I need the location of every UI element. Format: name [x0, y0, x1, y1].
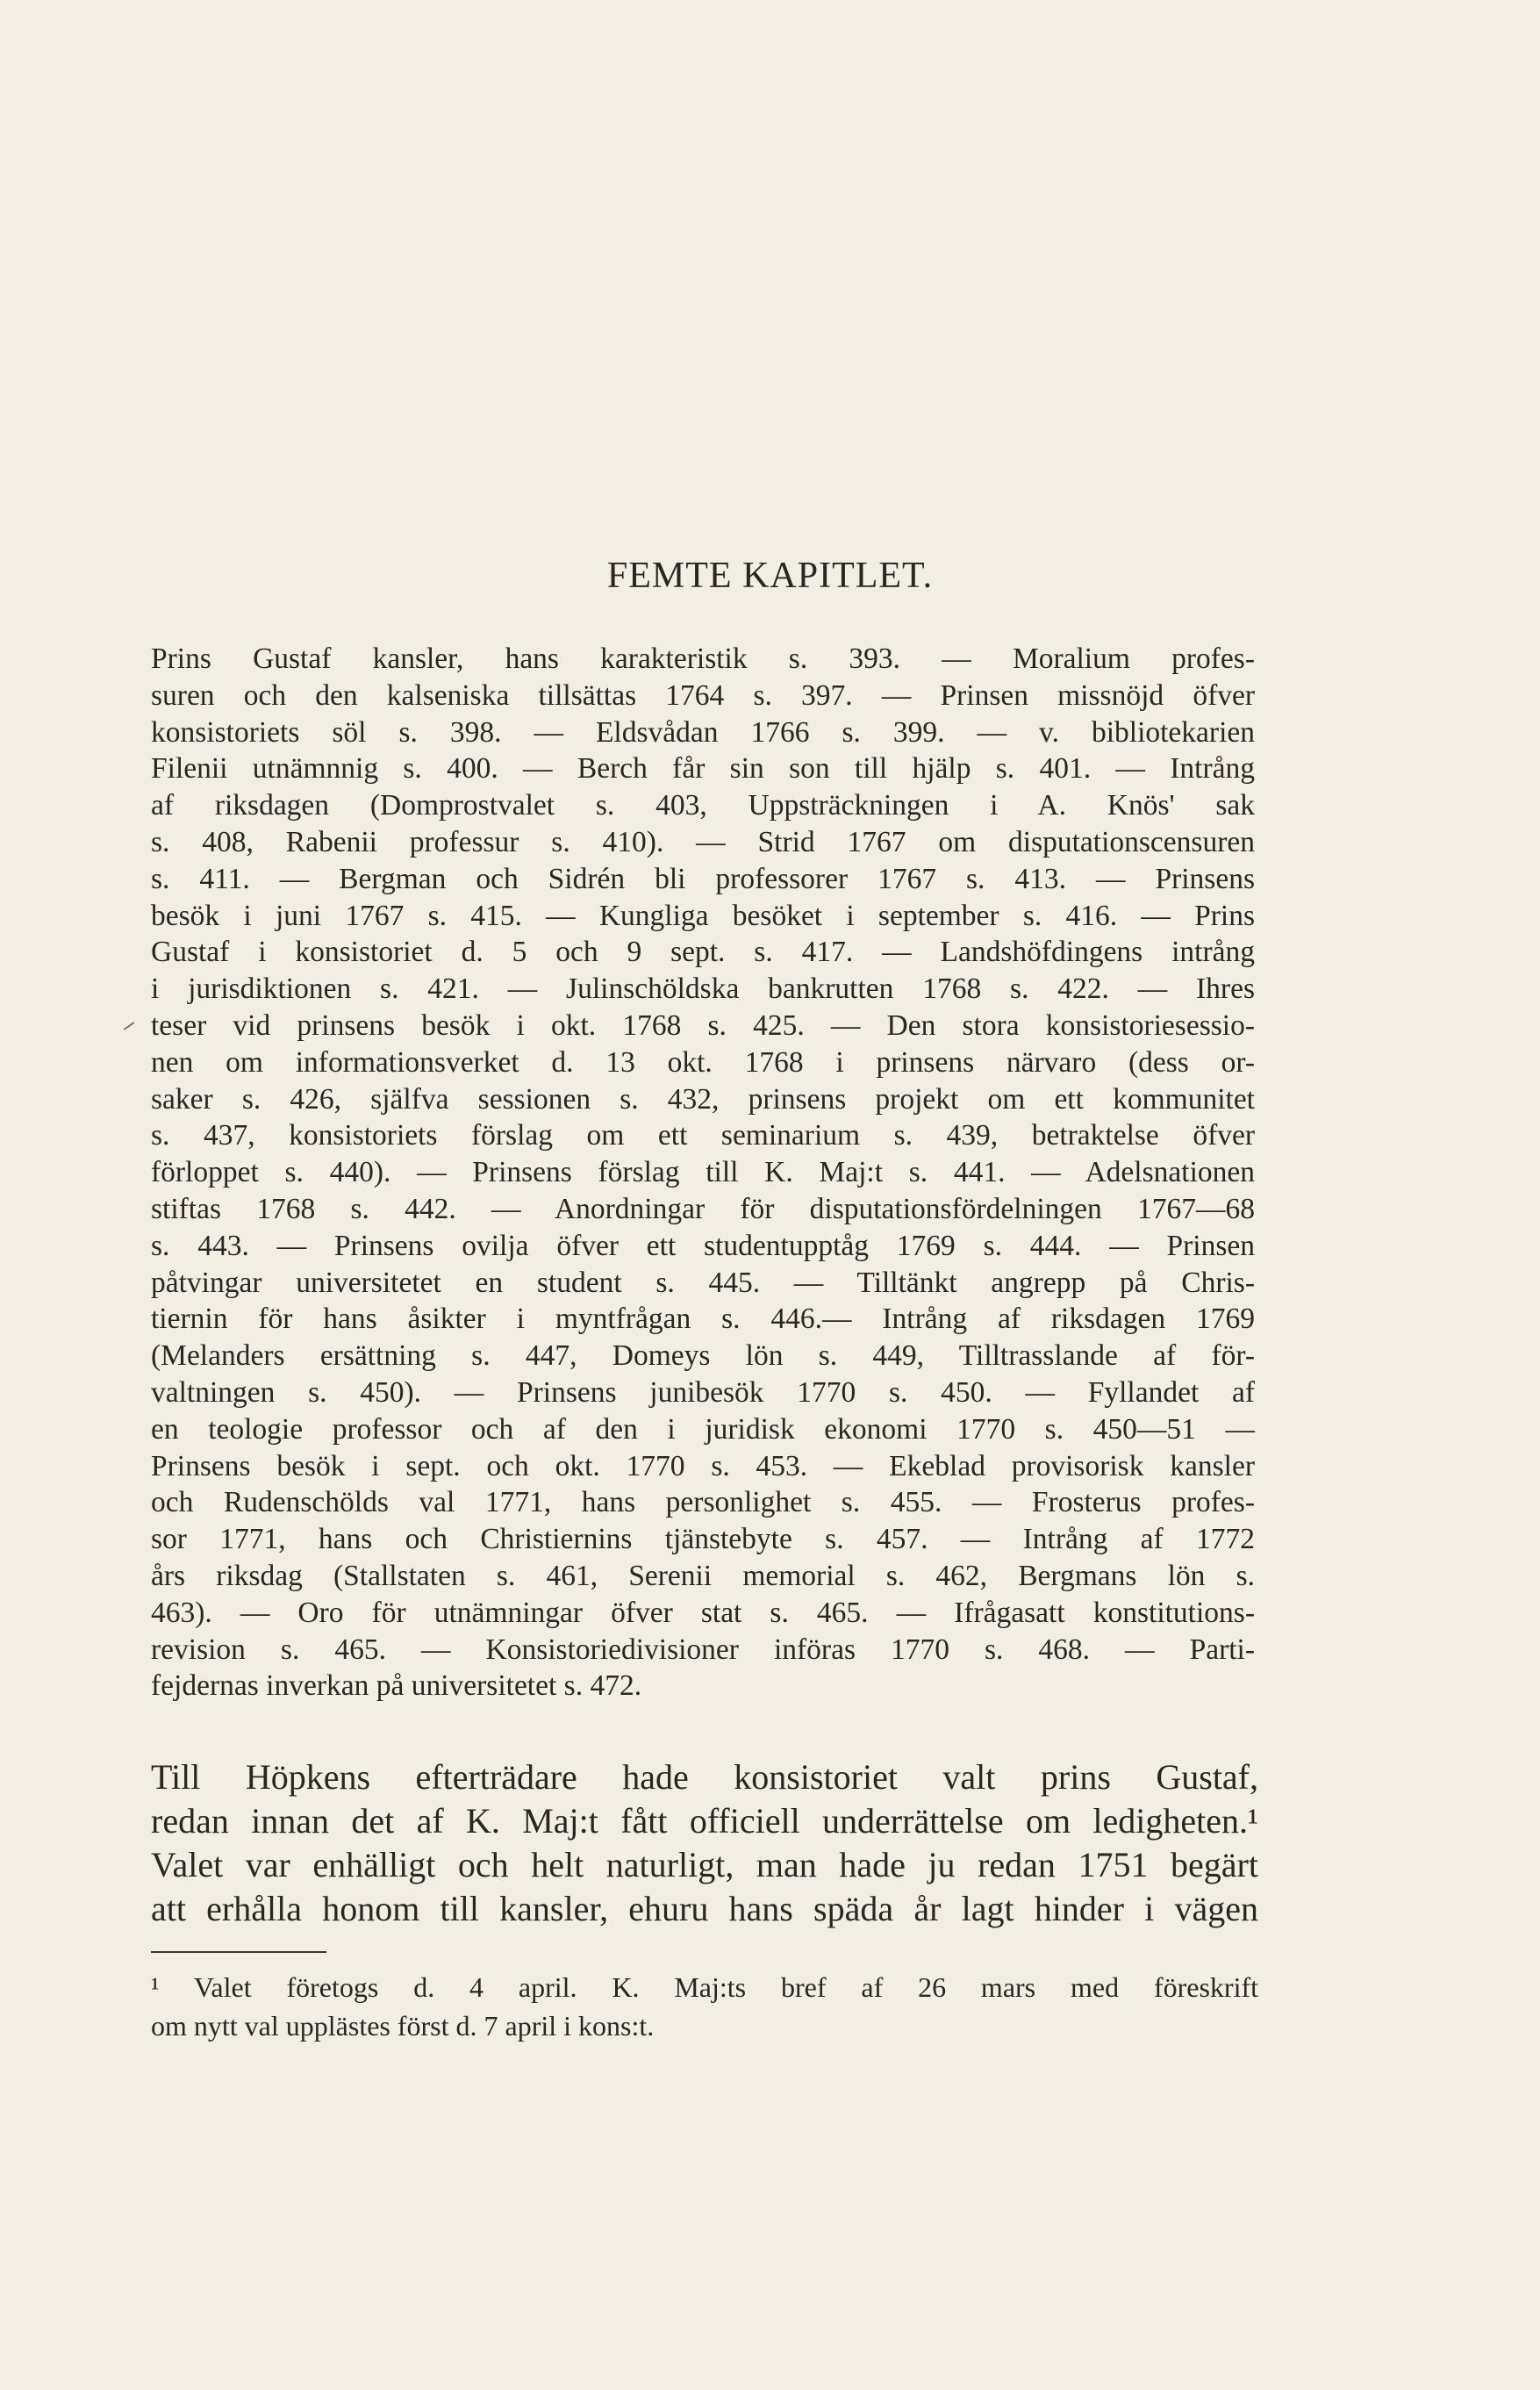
summary-line: en teologie professor och af den i juridisk ekonomi 1770 s. 450—51 — [151, 1412, 1255, 1446]
margin-mark [124, 1022, 135, 1030]
body-line: redan innan det af K. Maj:t fått officiell underrättelse om ledigheten.¹ [151, 1801, 1258, 1841]
summary-line: af riksdagen (Domprostvalet s. 403, Uppsträckningen i A. Knös' sak [151, 789, 1255, 822]
body-paragraph [151, 1755, 1258, 1931]
summary-line: Prinsens besök i sept. och okt. 1770 s. 453. — Ekeblad provisorisk kansler [151, 1449, 1255, 1482]
chapter-title: FEMTE KAPITLET. [606, 556, 934, 596]
body-line: Valet var enhälligt och helt naturligt, man hade ju redan 1751 begärt [151, 1845, 1258, 1884]
footnote [151, 1968, 1258, 2045]
summary-line: s. 411. — Bergman och Sidrén bli professorer 1767 s. 413. — Prinsens [151, 862, 1255, 895]
footnote-line: om nytt val upplästes först d. 7 april i kons:t. [151, 2010, 655, 2042]
footnote-line: ¹ Valet företogs d. 4 april. K. Maj:ts bref af 26 mars med föreskrift [151, 1971, 1258, 2003]
body-line: att erhålla honom till kansler, ehuru hans späda år lagt hinder i vägen [151, 1889, 1258, 1928]
summary-line: teser vid prinsens besök i okt. 1768 s. 425. — Den stora konsistoriesessio- [151, 1008, 1255, 1042]
summary-line: s. 437, konsistoriets förslag om ett seminarium s. 439, betraktelse öfver [151, 1119, 1255, 1152]
summary-line: fejdernas inverkan på universitetet s. 472. [151, 1669, 642, 1703]
summary-line: stiftas 1768 s. 442. — Anordningar för disputationsfördelningen 1767—68 [151, 1192, 1255, 1225]
summary-line: revision s. 465. — Konsistoriedivisioner införas 1770 s. 468. — Parti- [151, 1633, 1255, 1666]
summary-line: sor 1771, hans och Christiernins tjänstebyte s. 457. — Intrång af 1772 [151, 1523, 1255, 1556]
summary-line: Filenii utnämnnig s. 400. — Berch får sin son till hjälp s. 401. — Intrång [151, 752, 1255, 786]
body-line: Till Höpkens efterträdare hade konsistoriet valt prins Gustaf, [151, 1757, 1258, 1797]
summary-line: besök i juni 1767 s. 415. — Kungliga besöket i september s. 416. — Prins [151, 899, 1255, 932]
summary-line: s. 408, Rabenii professur s. 410). — Strid 1767 om disputationscensuren [151, 825, 1255, 858]
summary-line: saker s. 426, själfva sessionen s. 432, prinsens projekt om ett kommunitet [151, 1082, 1255, 1116]
summary-line: konsistoriets söl s. 398. — Eldsvådan 1766 s. 399. — v. bibliotekarien [151, 715, 1255, 749]
footnote-rule [151, 1951, 326, 1953]
summary-line: Gustaf i konsistoriet d. 5 och 9 sept. s. 417. — Landshöfdingens intrång [151, 936, 1255, 969]
summary-line: valtningen s. 450). — Prinsens junibesök 1770 s. 450. — Fyllandet af [151, 1375, 1255, 1409]
summary-line: års riksdag (Stallstaten s. 461, Serenii memorial s. 462, Bergmans lön s. [151, 1559, 1255, 1592]
summary-line: Prins Gustaf kansler, hans karakteristik s. 393. — Moralium profes- [151, 642, 1255, 675]
summary-line: s. 443. — Prinsens ovilja öfver ett studentupptåg 1769 s. 444. — Prinsen [151, 1229, 1255, 1262]
summary-line: suren och den kalseniska tillsättas 1764 s. 397. — Prinsen missnöjd öfver [151, 678, 1255, 712]
chapter-summary [151, 641, 1255, 1705]
summary-line: påtvingar universitetet en student s. 445. — Tilltänkt angrepp på Chris- [151, 1266, 1255, 1299]
summary-line: 463). — Oro för utnämningar öfver stat s. 465. — Ifrågasatt konstitutions- [151, 1596, 1255, 1629]
summary-line: nen om informationsverket d. 13 okt. 1768 i prinsens närvaro (dess or- [151, 1045, 1255, 1079]
summary-line: förloppet s. 440). — Prinsens förslag till K. Maj:t s. 441. — Adelsnationen [151, 1156, 1255, 1189]
summary-line: (Melanders ersättning s. 447, Domeys lön s. 449, Tilltrasslande af för- [151, 1339, 1255, 1373]
summary-line: i jurisdiktionen s. 421. — Julinschöldska bankrutten 1768 s. 422. — Ihres [151, 973, 1255, 1006]
summary-line: och Rudenschölds val 1771, hans personlighet s. 455. — Frosterus profes- [151, 1486, 1255, 1519]
summary-line: tiernin för hans åsikter i myntfrågan s. 446.— Intrång af riksdagen 1769 [151, 1303, 1255, 1336]
